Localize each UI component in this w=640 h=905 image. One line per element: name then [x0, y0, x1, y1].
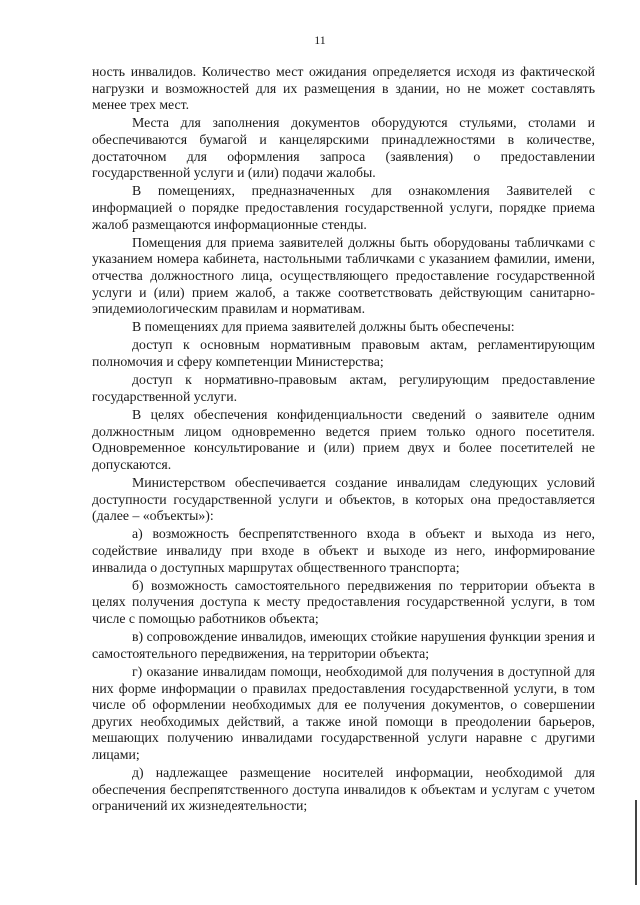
list-item-a: а) возможность беспрепятственного входа в объект и выхода из него, содействие инвалиду при входе в объект и выходе из него, информирование инвалида о доступных маршрутах общественного транспорта;: [92, 526, 595, 575]
scan-edge-mark: [635, 800, 637, 885]
paragraph-reception-rooms-signs: Помещения для приема заявителей должны быть оборудованы табличками с указанием номера кабинета, настольными табличками с указанием фамилии, имени, отчества должностного лица, осуществляющего предоставление государственной услуги и (или) прием жалоб, а также соответствовать действующим санитарно-эпидемиологическим правилам и нормативам.: [92, 234, 595, 317]
list-item-v: в) сопровождение инвалидов, имеющих стойкие нарушения функции зрения и самостоятельного передвижения, на территории объекта;: [92, 629, 595, 661]
list-item-g: г) оказание инвалидам помощи, необходимой для получения в доступной для них форме информации о правилах предоставления государственной услуги, в том числе об оформлении необходимых для ее получения документов, о совершении других необходимых действий, а также иной помощи в преодолении барьеров, мешающих получению инвалидами государственной услуги наравне с другими лицами;: [92, 663, 595, 762]
page-number: 11: [314, 33, 326, 47]
paragraph-access-regulatory-acts: доступ к нормативно-правовым актам, регулирующим предоставление государственной услуги.: [92, 372, 595, 404]
document-body: [92, 64, 595, 816]
paragraph-disability-conditions: Министерством обеспечивается создание инвалидам следующих условий доступности государственной услуги и объектов, в которых она предоставляется (далее – «объекты»):: [92, 475, 595, 524]
paragraph-reception-rooms-provisions: В помещениях для приема заявителей должны быть обеспечены:: [132, 319, 515, 335]
paragraph-waiting-places: ность инвалидов. Количество мест ожидания определяется исходя из фактической нагрузки и возможностей для их размещения в здании, но не может составлять менее трех мест.: [92, 64, 595, 113]
paragraph-information-stands: В помещениях, предназначенных для ознакомления Заявителей с информацией о порядке предоставления государственной услуги, порядке приема жалоб размещаются информационные стенды.: [92, 183, 595, 232]
paragraph-document-filling-places: Места для заполнения документов оборудуются стульями, столами и обеспечиваются бумагой и канцелярскими принадлежностями в количестве, достаточном для оформления запроса (заявления) о предоставлении государственной услуги и (или) подачи жалобы.: [92, 115, 595, 181]
list-item-b: б) возможность самостоятельного передвижения по территории объекта в целях получения доступа к месту предоставления государственной услуги, в том числе с помощью работников объекта;: [92, 577, 595, 626]
paragraph-access-normative-acts: доступ к основным нормативным правовым актам, регламентирующим полномочия и сферу компетенции Министерства;: [92, 337, 595, 370]
list-item-d: д) надлежащее размещение носителей информации, необходимой для обеспечения беспрепятственного доступа инвалидов к объектам и услугам с учетом ограничений их жизнедеятельности;: [92, 765, 595, 814]
paragraph-confidentiality: В целях обеспечения конфиденциальности сведений о заявителе одним должностным лицом одновременно ведется прием только одного посетителя. Одновременное консультирование и (или) прием двух и более посетителей не допускаются.: [92, 407, 595, 472]
